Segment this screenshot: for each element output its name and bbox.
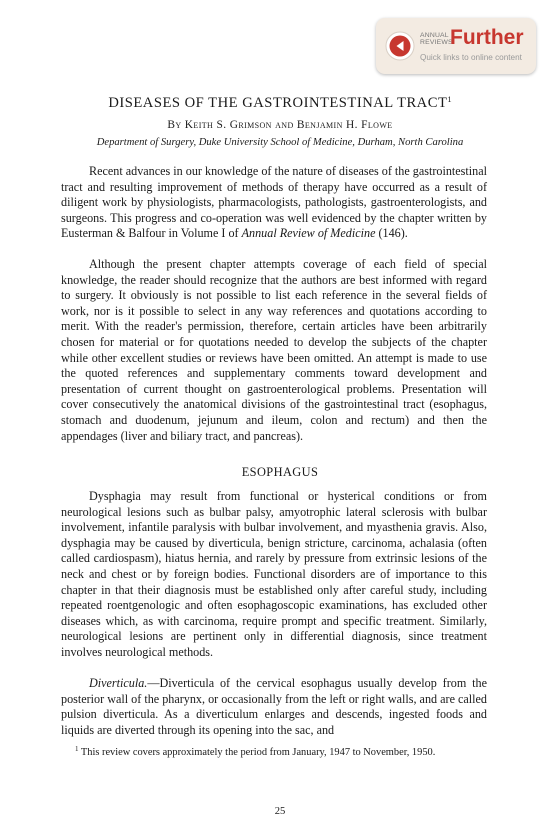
- paragraph-text-segment: Recent advances in our knowledge of the nature of diseases of the gastrointestinal tract and resulting improvement of methods of therapy have occurred as a result of diligent work by physiologists, pharmacologists, pathologists, gastroenterologists, and surgeons. This progress and co-operation was well evidenced by the chapter written by Eusterman & Balfour in Volume I of: [61, 164, 487, 241]
- paragraph-dysphagia: [61, 489, 487, 661]
- brand-line-1: ANNUAL: [420, 32, 449, 39]
- subsection-heading-diverticula: Diverticula.: [89, 676, 148, 690]
- paragraph-text: [61, 676, 487, 738]
- footnote-body: This review covers approximately the period from January, 1947 to November, 1950.: [78, 747, 436, 758]
- brand-line-2: REVIEWS: [420, 39, 453, 47]
- paragraph-text-segment: (146).: [375, 226, 408, 241]
- article-title-text: DISEASES OF THE GASTROINTESTINAL TRACT: [108, 95, 448, 111]
- journal-title-reference: Annual Review of Medicine: [241, 226, 376, 241]
- further-wordmark: Further: [450, 26, 524, 49]
- footnote-text: [61, 743, 487, 760]
- footnote-marker: 1: [75, 745, 79, 753]
- section-heading-esophagus: ESOPHAGUS: [241, 465, 319, 479]
- page-number: 25: [274, 806, 286, 817]
- paragraph-text-segment: —Diverticula of the cervical esophagus usually develop from the posterior wall of the pharynx, or occasionally from the left or right walls, and are called pulsion diverticula. As a diverticulum enlarges and descends, ingested foods and liquids are diverted through its opening into the sac, and: [61, 676, 487, 737]
- paragraph-intro: [61, 164, 487, 242]
- author-affiliation: Department of Surgery, Duke University School of Medicine, Durham, North Carolina: [96, 137, 464, 148]
- paragraph-scope: [61, 257, 487, 444]
- article-authors: By Keith S. Grimson and Benjamin H. Flowe: [167, 119, 393, 131]
- footnote: [61, 743, 487, 760]
- annual-reviews-wordmark: [420, 32, 453, 46]
- play-circle-icon: [385, 31, 415, 61]
- title-footnote-marker: 1: [447, 94, 452, 104]
- paragraph-diverticula: [61, 676, 487, 738]
- paragraph-text: Although the present chapter attempts coverage of each field of special knowledge, the reader should recognize that the authors are best informed with regard to surgery. It obviously is not possible to list each reference in the several fields of work, nor is it possible to select in any way references and quotations according to merit. With the reader's permission, therefore, certain articles have been arbitrarily chosen for material or for quotations needed to develop the subjects of the chapter while other excellent studies or reviews have been omitted. An attempt is made to use the quoted references and supplementary comments toward development and presentation of current thought on gastroenterological problems. Presentation will cover consecutively the anatomical divisions of the gastrointestinal tract (esophagus, stomach and duodenum, jejunum and ileum, colon and rectum) and then the appendages (liver and biliary tract, and pancreas).: [61, 257, 487, 443]
- annual-reviews-further-banner[interactable]: [376, 18, 536, 74]
- article-title: [0, 94, 560, 112]
- paragraph-text: Dysphagia may result from functional or hysterical conditions or from neurological lesions such as bulbar palsy, amyotrophic lateral sclerosis with bulbar involvement, infantile paralysis with bulbar involvement, and myasthenia gravis. Also, dysphagia may be caused by diverticula, benign stricture, carcinoma, achalasia (often called cardiospasm), hiatus hernia, and rarely by pressure from extrinsic lesions of the neck and chest or by foreign bodies. Functional disorders are of importance to this chapter in that their diagnosis must be established only after careful study, including repeated roentgenologic and often esophagoscopic examinations, has excluded other diseases which, as with carcinoma, require prompt and specific treatment. Similarly, neurological lesions are pertinent only in differential diagnosis, since treatment involves neurological methods.: [61, 489, 487, 659]
- banner-subtitle: Quick links to online content: [420, 53, 522, 62]
- paragraph-text: [61, 164, 487, 242]
